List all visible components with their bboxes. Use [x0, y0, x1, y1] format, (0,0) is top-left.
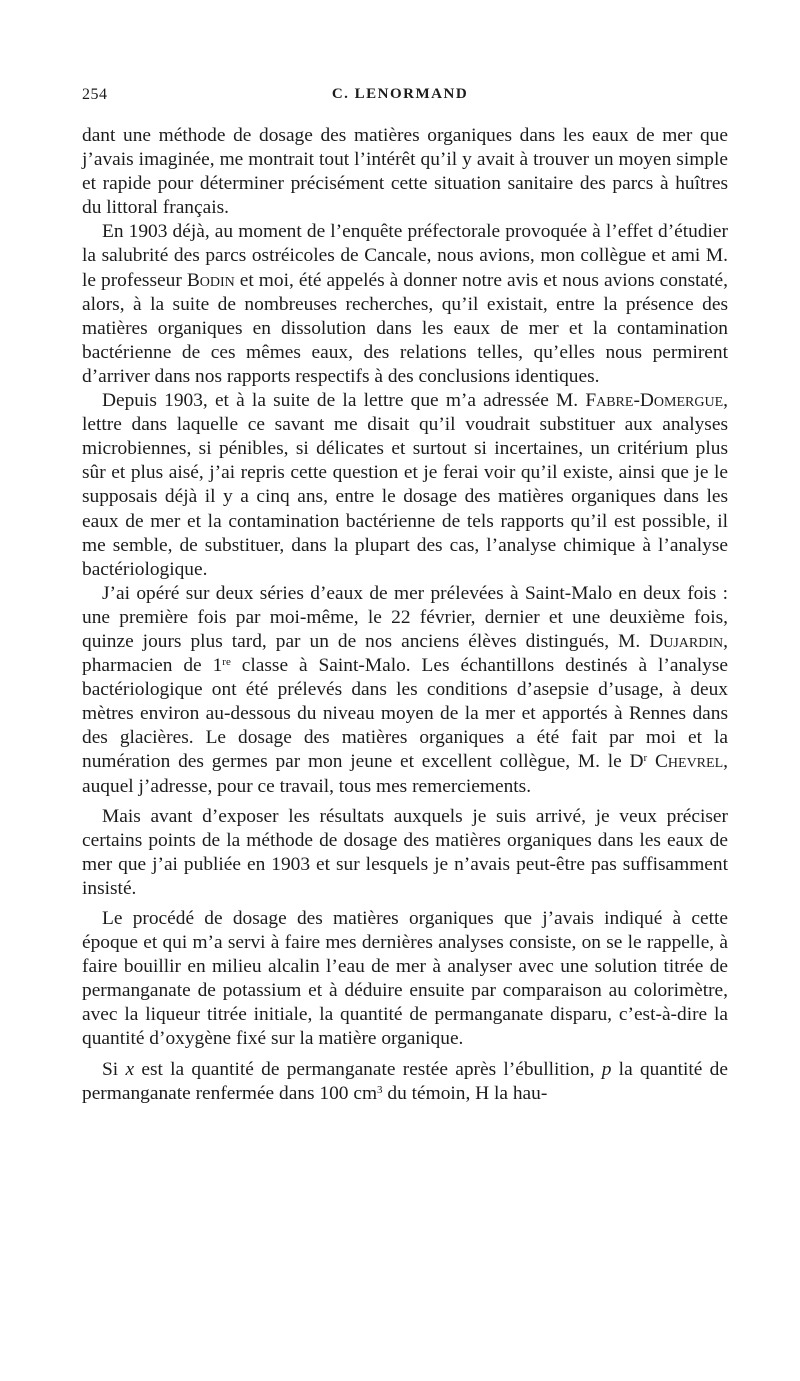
- variable-p: p: [601, 1058, 612, 1080]
- paragraph-7-text-2: est la quantité de permanganate restée après l’ébullition,: [134, 1058, 602, 1080]
- paragraph-7-text-end: du témoin, H la hau-: [382, 1082, 548, 1104]
- author-name-fabre-domergue: Fabre-Domergue: [585, 390, 724, 412]
- paragraph-3: [82, 389, 728, 582]
- author-name-chevrel: Chevrel: [654, 751, 724, 773]
- paragraph-6: [82, 907, 728, 1052]
- paragraph-4-space: [647, 751, 655, 772]
- paragraph-6-text: Le procédé de dosage des matières organiques que j’avais indiqué à cette époque et qui m’a servi à faire mes dernières analyses consiste, on se le rappelle, à faire bouillir en milieu alcalin l’eau de mer à analyser avec une solution titrée de permanganate de potassium et à déduire ensuite par comparaison au colorimètre, avec la liqueur titrée initiale, la quantité de permanganate disparu, c’est-à-dire la quantité d’oxygène fixé sur la matière organique.: [82, 908, 728, 1050]
- paragraph-2: [82, 220, 728, 389]
- unit-superscript: 3: [377, 1083, 383, 1096]
- page-number: 254: [82, 86, 108, 103]
- paragraph-4-text: J’ai opéré sur deux séries d’eaux de mer prélevées à Saint-Malo en deux fois : une première fois par moi-même, le 22 février, dernier et une deuxième fois, quinze jours plus tard, par un de nos anciens élèves distingués, M.: [82, 582, 728, 652]
- page-header: [82, 86, 718, 112]
- paragraph-1: [82, 124, 728, 220]
- author-name-dujardin: Dujardin: [649, 630, 724, 652]
- paragraph-5-text: Mais avant d’exposer les résultats auxquels je suis arrivé, je veux préciser certains points de la méthode de dosage des matières organiques dans les eaux de mer que j’ai publiée en 1903 et sur lesquels je n’avais peut-être pas suffisamment insisté.: [82, 805, 728, 899]
- paragraph-2-text: En 1903 déjà, au moment de l’enquête préfectorale provoquée à l’effet d’étudier la salubrité des parcs ostréicoles de Cancale, nous avions, mon collègue et ami M. le professeur: [82, 221, 728, 291]
- paragraph-4-text-2: , pharmacien de 1: [82, 630, 728, 677]
- ordinal-superscript: re: [222, 656, 231, 669]
- paragraph-1-text: dant une méthode de dosage des matières organiques dans les eaux de mer que j’avais imaginée, me montrait tout l’intérêt qu’il y avait à trouver un moyen simple et rapide pour déterminer précisément cette situation sanitaire des parcs à huîtres du littoral français.: [82, 125, 728, 219]
- paragraph-7: [82, 1058, 728, 1106]
- paragraph-2-text-end: et moi, été appelés à donner notre avis et nous avions constaté, alors, à la suite de nombreuses recherches, qu’il existait, entre la présence des matières organiques en dissolution dans les eaux de mer et la contamination bactérienne de ces mêmes eaux, des relations telles, qu’elles nous permirent d’arriver dans nos rapports respectifs à des conclusions identiques.: [82, 269, 728, 387]
- author-name-bodin: Bodin: [186, 269, 235, 291]
- paragraph-4: [82, 582, 728, 799]
- paragraph-4-text-end: , auquel j’adresse, pour ce travail, tous mes remerciements.: [82, 751, 728, 797]
- title-superscript: r: [643, 752, 648, 765]
- variable-x: x: [125, 1058, 135, 1080]
- paragraph-7-text-3: la quantité de permanganate renfermée dans 100 cm: [82, 1058, 728, 1104]
- body-text: [82, 124, 728, 1106]
- running-head: C. LENORMAND: [331, 86, 469, 102]
- paragraph-4-text-3: classe à Saint-Malo. Les échantillons destinés à l’analyse bactériologique ont été prélevés dans les conditions d’asepsie d’usage, à deux mètres environ au-dessous du niveau moyen de la mer et apportés à Rennes dans des glacières. Le dosage des matières organiques a été fait par moi et la numération des germes par mon jeune et excellent collègue, M. le D: [82, 655, 728, 773]
- paragraph-3-text-end: , lettre dans laquelle ce savant me disait qu’il voudrait substituer aux analyses microbiennes, si pénibles, si délicates et surtout si incertaines, un critérium plus sûr et plus aisé, j’ai repris cette question et je ferai voir qu’il existe, ainsi que je le supposais déjà il y a cinq ans, entre le dosage des matières organiques dans les eaux de mer et la contamination bactérienne de tels rapports qu’il est possible, il me semble, de substituer, dans la plupart des cas, l’analyse chimique à l’analyse bactériologique.: [82, 390, 728, 580]
- paragraph-7-text: Si: [102, 1058, 126, 1080]
- paragraph-3-text: Depuis 1903, et à la suite de la lettre que m’a adressée M.: [102, 390, 586, 412]
- paragraph-5: [82, 805, 728, 901]
